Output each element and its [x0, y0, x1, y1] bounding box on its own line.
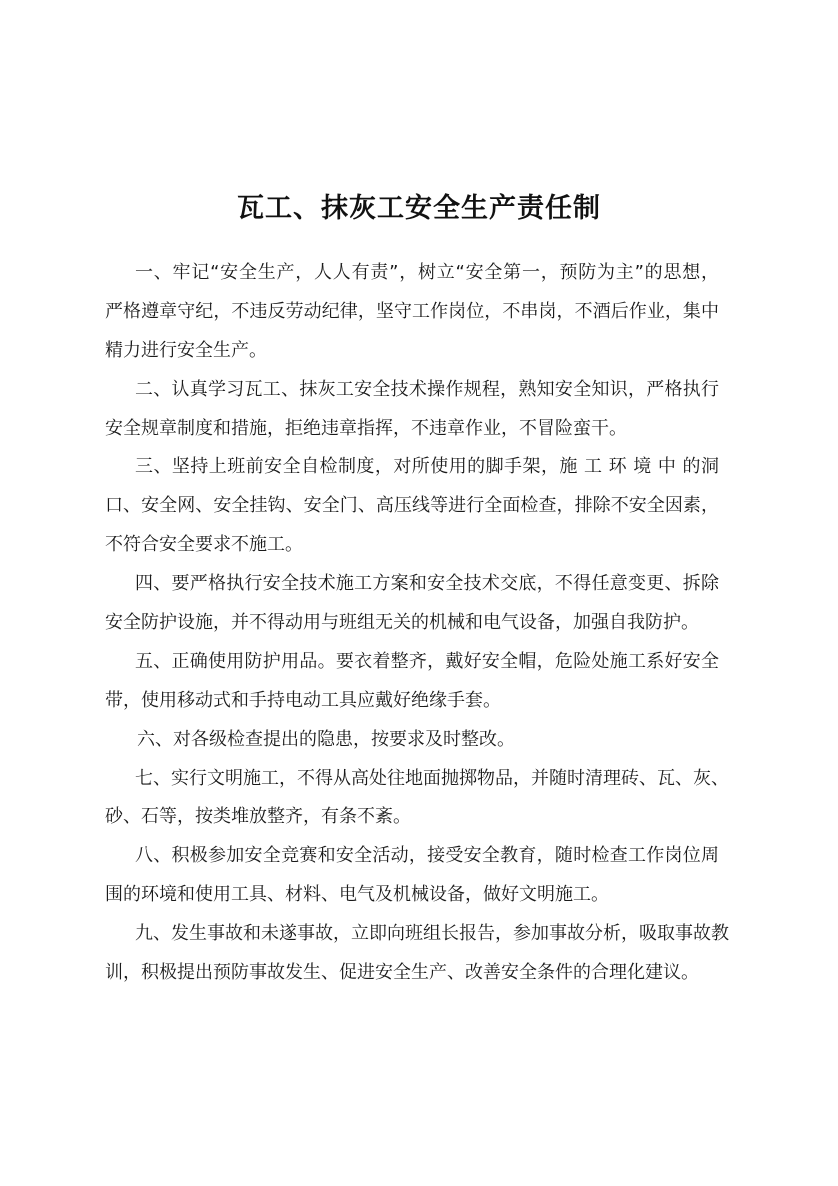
paragraph-line: 口、安全网、安全挂钩、安全门、高压线等进行全面检查，排除不安全因素， [105, 495, 719, 517]
paragraph-line: 二、认真学习瓦工、抹灰工安全技术操作规程，熟知安全知识，严格执行 [135, 378, 719, 400]
paragraph-line: 带，使用移动式和手持电动工具应戴好绝缘手套。 [105, 689, 501, 711]
paragraph-line: 九、发生事故和未遂事故，立即向班组长报告，参加事故分析，吸取事故教 [135, 923, 729, 945]
paragraph-1 [105, 258, 719, 375]
paragraph-4 [105, 569, 719, 647]
paragraph-5 [105, 647, 719, 725]
paragraph-line: 四、要严格执行安全技术施工方案和安全技术交底，不得任意变更、拆除 [135, 573, 719, 595]
paragraph-line: 围的环境和使用工具、材料、电气及机械设备，做好文明施工。 [105, 884, 609, 906]
paragraph-line: 八、积极参加安全竞赛和安全活动，接受安全教育，随时检查工作岗位周 [135, 845, 719, 867]
paragraph-6 [105, 725, 719, 764]
paragraph-line: 不符合安全要求不施工。 [105, 534, 303, 556]
paragraph-2 [105, 375, 719, 453]
paragraph-line: 安全规章制度和措施，拒绝违章指挥，不违章作业，不冒险蛮干。 [105, 417, 627, 439]
paragraph-3 [105, 452, 719, 569]
paragraph-7 [105, 764, 729, 842]
paragraph-line: 严格遵章守纪，不违反劳动纪律，坚守工作岗位，不串岗，不酒后作业，集中 [105, 300, 719, 322]
paragraph-line: 训，积极提出预防事故发生、促进安全生产、改善安全条件的合理化建议。 [105, 962, 699, 984]
paragraph-line: 一、牢记“安全生产，人人有责”，树立“安全第一，预防为主”的思想， [135, 262, 719, 283]
paragraph-9 [105, 919, 729, 997]
paragraph-line: 三、坚持上班前安全自检制度，对所使用的脚手架，施 工 环 境 中 的洞 [135, 456, 719, 478]
paragraph-line: 五、正确使用防护用品。要衣着整齐，戴好安全帽，危险处施工系好安全 [135, 650, 719, 672]
paragraph-8 [105, 841, 719, 919]
paragraph-line: 六、对各级检查提出的隐患，按要求及时整改。 [137, 728, 515, 750]
paragraph-line: 七、实行文明施工，不得从高处往地面抛掷物品，并随时清理砖、瓦、灰、 [135, 767, 729, 789]
paragraph-line: 安全防护设施，并不得动用与班组无关的机械和电气设备，加强自我防护。 [105, 612, 699, 634]
document-body [105, 258, 729, 997]
document-title: 瓦工、抹灰工安全生产责任制 [237, 193, 601, 224]
paragraph-line: 精力进行安全生产。 [105, 339, 267, 361]
paragraph-line: 砂、石等，按类堆放整齐，有条不紊。 [105, 806, 411, 828]
